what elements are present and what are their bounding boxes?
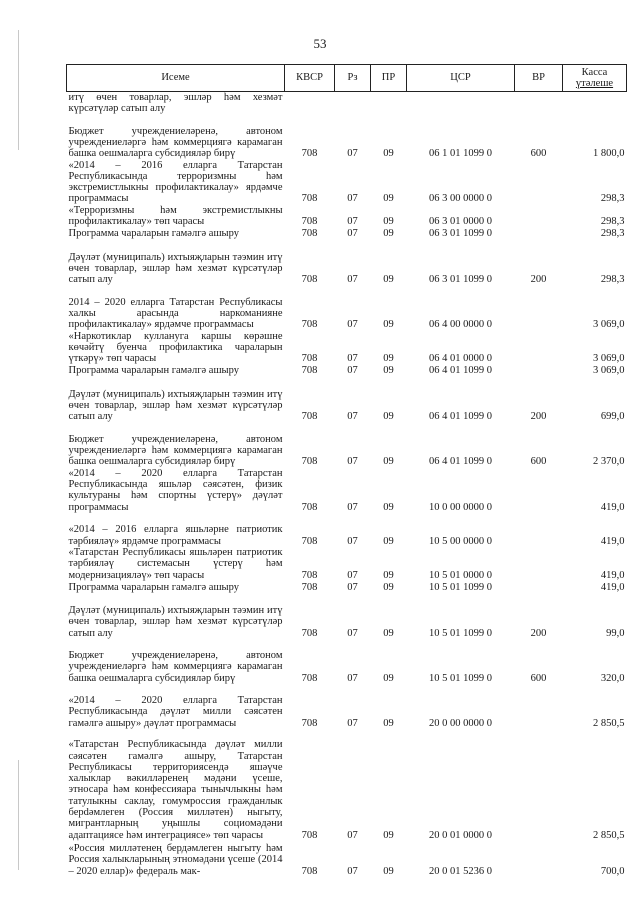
row-name: Бюджет учреждениеләренә, автоном учреждениеләргә һәм коммерциягә карамаган башка оешмаларга субсидияләр бирү	[68, 433, 283, 468]
table-row	[67, 423, 627, 468]
row-name: «2014 – 2016 елларга Татарстан Республикасында терроризмны һәм экстремистлыкны профилактикалау» ярдәмче программасы	[68, 159, 283, 205]
table-row	[67, 205, 627, 228]
row-amount: 3 069,0	[593, 365, 625, 377]
row-amount: 2 370,0	[593, 456, 625, 468]
row-csr: 06 4 01 1099 0	[429, 411, 492, 423]
table-row	[67, 639, 627, 684]
table-row	[67, 593, 627, 639]
row-name: «2014 – 2016 елларга яшьләрне патриотик тәрбияләү» ярдәмче программасы	[68, 524, 283, 547]
row-amount: 298,3	[600, 228, 625, 240]
row-csr: 10 5 01 1099 0	[429, 581, 492, 593]
header-kassa-line2: үтәлеше	[575, 78, 614, 89]
row-amount: 298,3	[600, 216, 625, 228]
row-kvsr: 708	[301, 353, 318, 365]
row-name: «Татарстан Республикасы яшьләрен патриотик тәрбияләү системасын үстерү һәм модернизацияләү» төп чарасы	[68, 547, 283, 581]
row-kvsr: 708	[301, 672, 318, 684]
header-vr: ВР	[515, 65, 563, 92]
row-pr: 09	[383, 274, 394, 286]
row-csr: 20 0 00 0000 0	[429, 717, 492, 729]
table-row	[67, 228, 627, 240]
row-rz: 07	[347, 193, 358, 205]
row-pr: 09	[383, 535, 394, 547]
row-name: Программа чараларын гамәлгә ашыру	[68, 365, 239, 377]
row-name: «Россия милләтенең бердәмлеген ныгыту һәм Россия халыкларының этномәдәни үсеше (2014 – 2020 еллар)» федераль мак-	[68, 843, 283, 877]
row-vr	[515, 547, 563, 581]
row-kvsr: 708	[301, 193, 318, 205]
row-kvsr: 708	[301, 228, 318, 240]
row-rz: 07	[347, 228, 358, 240]
row-vr	[515, 841, 563, 877]
table-row	[67, 240, 627, 286]
table-row	[67, 331, 627, 365]
row-pr: 09	[383, 411, 394, 423]
row-name: Бюджет учреждениеләренә, автоном учреждениеләргә һәм коммерциягә карамаган башка оешмаларга субсидияләр бирү	[68, 125, 283, 160]
row-name: «Наркотиклар куллануга каршы көрәшне көчәйтү буенча профилактика чараларын үткәрү» төп чарасы	[68, 330, 283, 365]
row-rz: 07	[347, 411, 358, 423]
table-row	[67, 581, 627, 593]
row-kvsr: 708	[301, 569, 318, 581]
row-pr: 09	[383, 581, 394, 593]
row-csr: 06 3 01 0000 0	[429, 216, 492, 228]
row-pr: 09	[383, 501, 394, 513]
row-vr	[515, 205, 563, 228]
row-amount: 298,3	[600, 193, 625, 205]
row-name: «2014 – 2020 елларга Татарстан Республикасында яшьләр сәясәтен, физик культураны һәм спортны үстерү» дәүләт программасы	[68, 467, 283, 513]
row-name: «Терроризмны һәм экстремистлыкны профилактикалау» төп чарасы	[68, 205, 283, 228]
row-pr: 09	[383, 829, 394, 841]
row-csr: 20 0 01 0000 0	[429, 829, 492, 841]
table-row	[67, 684, 627, 729]
row-rz: 07	[347, 274, 358, 286]
row-name: 2014 – 2020 елларга Татарстан Республикасы халкы арасында наркоманияне профилактикалау» ярдәмче программасы	[68, 296, 283, 331]
row-vr	[515, 513, 563, 547]
header-rz: Рз	[335, 65, 371, 92]
row-csr: 10 5 01 0000 0	[429, 569, 492, 581]
row-csr: 20 0 01 5236 0	[429, 865, 492, 877]
row-csr: 10 5 01 1099 0	[429, 672, 492, 684]
row-name: Дәүләт (муниципаль) ихтыяҗларын тәэмин итү өчен товарлар, эшләр һәм хезмәт күрсәтүләр сатып алу	[68, 251, 283, 286]
row-kvsr: 708	[301, 274, 318, 286]
row-pr: 09	[383, 569, 394, 581]
row-csr: 06 3 00 0000 0	[429, 193, 492, 205]
row-vr	[515, 92, 563, 115]
row-pr: 09	[383, 456, 394, 468]
row-pr: 09	[383, 865, 394, 877]
row-rz: 07	[347, 501, 358, 513]
row-csr: 10 5 00 0000 0	[429, 535, 492, 547]
row-vr: 200	[530, 274, 547, 286]
row-name: Дәүләт (муниципаль) ихтыяҗларын тәэмин итү өчен товарлар, эшләр һәм хезмәт күрсәтүләр сатып алу	[68, 605, 283, 639]
table-row	[67, 547, 627, 581]
row-rz: 07	[347, 672, 358, 684]
table-row	[67, 92, 627, 115]
table-row	[67, 365, 627, 377]
row-amount: 419,0	[600, 569, 625, 581]
row-pr: 09	[383, 216, 394, 228]
row-rz	[335, 92, 371, 115]
row-pr: 09	[383, 365, 394, 377]
row-kvsr: 708	[301, 717, 318, 729]
row-rz: 07	[347, 456, 358, 468]
row-csr: 06 4 01 1099 0	[429, 365, 492, 377]
row-rz: 07	[347, 829, 358, 841]
row-csr: 06 4 00 0000 0	[429, 319, 492, 331]
row-kvsr: 708	[301, 319, 318, 331]
row-amount: 99,0	[606, 627, 625, 639]
row-amount: 3 069,0	[593, 319, 625, 331]
row-amount: 699,0	[600, 411, 625, 423]
budget-execution-table	[66, 64, 627, 877]
row-amount: 2 850,5	[593, 717, 625, 729]
header-name: Исеме	[67, 65, 285, 92]
table-body	[67, 92, 627, 877]
row-kvsr: 708	[301, 501, 318, 513]
row-rz: 07	[347, 353, 358, 365]
row-amount: 3 069,0	[593, 353, 625, 365]
row-rz: 07	[347, 865, 358, 877]
table-row	[67, 286, 627, 331]
row-name: Программа чараларын гамәлгә ашыру	[68, 581, 239, 593]
row-vr	[515, 468, 563, 513]
row-pr: 09	[383, 717, 394, 729]
row-csr: 06 3 01 1099 0	[429, 228, 492, 240]
row-name: «2014 – 2020 елларга Татарстан Республикасында дәүләт милли сәясәтен гамәлгә ашыру» дәүләт программасы	[68, 695, 283, 729]
row-pr: 09	[383, 193, 394, 205]
row-kvsr: 708	[301, 216, 318, 228]
row-rz: 07	[347, 627, 358, 639]
scan-edge-mark	[18, 760, 19, 870]
row-vr	[515, 331, 563, 365]
row-rz: 07	[347, 216, 358, 228]
header-kassa-line1: Касса	[581, 66, 608, 78]
table-row	[67, 841, 627, 877]
row-amount: 2 850,5	[593, 829, 625, 841]
row-rz: 07	[347, 148, 358, 160]
row-rz: 07	[347, 581, 358, 593]
row-rz: 07	[347, 717, 358, 729]
row-vr	[515, 581, 563, 593]
row-amount: 320,0	[600, 672, 625, 684]
header-kassa	[563, 65, 627, 92]
row-vr: 600	[530, 456, 547, 468]
row-kvsr: 708	[301, 829, 318, 841]
row-pr: 09	[383, 627, 394, 639]
row-amount: 419,0	[600, 535, 625, 547]
row-amount: 298,3	[600, 274, 625, 286]
row-vr	[515, 729, 563, 841]
table-row	[67, 115, 627, 160]
row-amount: 700,0	[600, 865, 625, 877]
row-vr	[515, 684, 563, 729]
row-amount: 1 800,0	[593, 148, 625, 160]
row-name: Программа чараларын гамәлгә ашыру	[68, 228, 239, 240]
header-pr: ПР	[371, 65, 407, 92]
row-vr	[515, 365, 563, 377]
row-kvsr	[285, 92, 335, 115]
row-csr: 10 0 00 0000 0	[429, 501, 492, 513]
header-csr: ЦСР	[407, 65, 515, 92]
row-csr: 06 4 01 1099 0	[429, 456, 492, 468]
row-kvsr: 708	[301, 627, 318, 639]
row-pr: 09	[383, 228, 394, 240]
row-pr: 09	[383, 319, 394, 331]
row-csr: 06 1 01 1099 0	[429, 148, 492, 160]
row-vr	[515, 228, 563, 240]
row-amount: 419,0	[600, 501, 625, 513]
row-vr	[515, 160, 563, 205]
table-header-row	[67, 65, 627, 92]
row-vr: 200	[530, 411, 547, 423]
row-vr: 600	[530, 672, 547, 684]
row-kvsr: 708	[301, 411, 318, 423]
row-pr	[371, 92, 407, 115]
row-rz: 07	[347, 319, 358, 331]
row-amount: 419,0	[600, 581, 625, 593]
row-vr: 200	[530, 627, 547, 639]
row-kvsr: 708	[301, 581, 318, 593]
row-kvsr: 708	[301, 535, 318, 547]
row-name: Бюджет учреждениеләренә, автоном учреждениеләргә һәм коммерциягә карамаган башка оешмаларга субсидияләр бирү	[68, 650, 283, 684]
table-row	[67, 377, 627, 423]
row-rz: 07	[347, 365, 358, 377]
row-kvsr: 708	[301, 865, 318, 877]
row-rz: 07	[347, 569, 358, 581]
row-name: итү өчен товарлар, эшләр һәм хезмәт күрсәтүләр сатып алу	[68, 92, 283, 115]
row-csr: 06 4 01 0000 0	[429, 353, 492, 365]
table-row	[67, 160, 627, 205]
row-pr: 09	[383, 672, 394, 684]
row-kvsr: 708	[301, 456, 318, 468]
table-row	[67, 468, 627, 513]
row-kvsr: 708	[301, 148, 318, 160]
row-vr	[515, 286, 563, 331]
table-row	[67, 729, 627, 841]
row-csr	[407, 92, 515, 115]
row-vr: 600	[530, 148, 547, 160]
row-pr: 09	[383, 148, 394, 160]
row-amount	[563, 92, 627, 115]
row-kvsr: 708	[301, 365, 318, 377]
table-row	[67, 513, 627, 547]
row-csr: 10 5 01 1099 0	[429, 627, 492, 639]
row-name: «Татарстан Республикасында дәүләт милли сәясәтен гамәлгә ашыру, Татарстан Республикасы территориясендә яшәүче халыклар вәкилләренең мәдәни үсеше, этносара һәм конфессияара тынычлыкны һәм татулыкны саклау, гомумроссия гражданлык берdәмлеген (Россия милләтен) ныгыту, мигрантларның уңышлы социомәдәни адаптациясе һәм интеграциясе» төп чарасы	[68, 739, 283, 841]
row-name: Дәүләт (муниципаль) ихтыяҗларын тәэмин итү өчен товарлар, эшләр һәм хезмәт күрсәтүләр сатып алу	[68, 388, 283, 423]
row-rz: 07	[347, 535, 358, 547]
header-kvsr: КВСР	[285, 65, 335, 92]
row-csr: 06 3 01 1099 0	[429, 274, 492, 286]
row-pr: 09	[383, 353, 394, 365]
page-number: 53	[313, 36, 327, 51]
